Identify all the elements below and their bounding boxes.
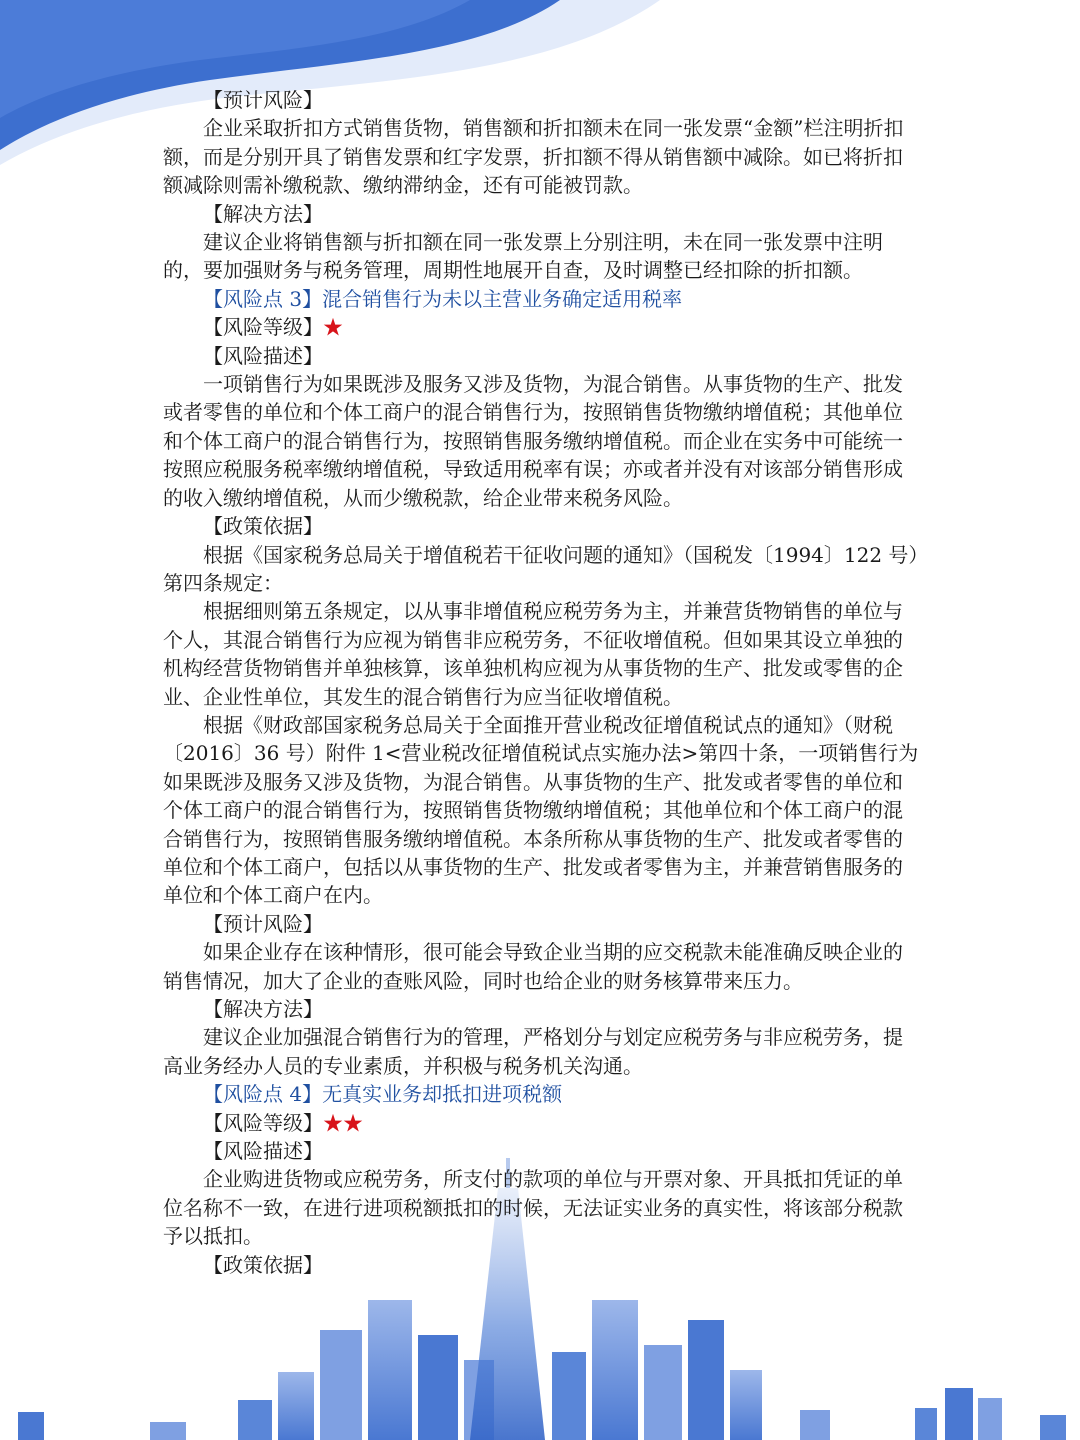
- risk-level-stars: ★: [323, 315, 343, 340]
- policy-basis-heading: 【政策依据】: [203, 1252, 323, 1277]
- risk-level-row: [163, 1109, 921, 1137]
- solution-heading: 【解决方法】: [203, 201, 323, 226]
- risk-point-4-title: 【风险点 4】无真实业务却抵扣进项税额: [203, 1082, 563, 1107]
- risk-level-stars: ★★: [323, 1110, 363, 1135]
- expected-risk-paragraph: 企业采取折扣方式销售货物，销售额和折扣额未在同一张发票“金额”栏注明折扣额，而是分别开具了销售发票和红字发票，折扣额不得从销售额中减除。如已将折扣额减除则需补缴税款、缴纳滞纳金，还有可能被罚款。: [163, 116, 904, 198]
- risk-description-heading: 【风险描述】: [203, 1139, 323, 1164]
- policy-basis-heading: 【政策依据】: [203, 514, 323, 539]
- document-body: [163, 86, 921, 1279]
- risk-level-label: 【风险等级】: [203, 315, 323, 340]
- policy-paragraph: 根据《财政部国家税务总局关于全面推开营业税改征增值税试点的通知》（财税〔2016〕36 号）附件 1<营业税改征增值税试点实施办法>第四十条，一项销售行为如果既涉及服务又涉及货物，为混合销售。从事货物的生产、批发或者零售的单位和个体工商户的混合销售行为，按照销售货物缴纳增值税；其他单位和个体工商户的混合销售行为，按照销售服务缴纳增值税。本条所称从事货物的生产、批发或者零售的单位和个体工商户，包括以从事货物的生产、批发或者零售为主，并兼营销售服务的单位和个体工商户在内。: [163, 712, 919, 908]
- expected-risk-paragraph: 如果企业存在该种情形，很可能会导致企业当期的应交税款未能准确反映企业的销售情况，加大了企业的查账风险，同时也给企业的财务核算带来压力。: [163, 940, 903, 993]
- expected-risk-heading: 【预计风险】: [203, 88, 323, 112]
- policy-paragraph: 根据《国家税务总局关于增值税若干征收问题的通知》（国税发〔1994〕122 号）第四条规定：: [163, 542, 919, 595]
- risk-level-label: 【风险等级】: [203, 1110, 323, 1135]
- solution-paragraph: 建议企业将销售额与折扣额在同一张发票上分别注明，未在同一张发票中注明的，要加强财务与税务管理，周期性地展开自查，及时调整已经扣除的折扣额。: [163, 230, 883, 283]
- solution-heading: 【解决方法】: [203, 997, 323, 1021]
- risk-level-row: [163, 313, 921, 341]
- risk-description-paragraph: 一项销售行为如果既涉及服务又涉及货物，为混合销售。从事货物的生产、批发或者零售的单位和个体工商户的混合销售行为，按照销售货物缴纳增值税；其他单位和个体工商户的混合销售行为，按照销售服务缴纳增值税。而企业在实务中可能统一按照应税服务税率缴纳增值税，导致适用税率有误；亦或者并没有对该部分销售形成的收入缴纳增值税，从而少缴税款，给企业带来税务风险。: [163, 372, 903, 510]
- risk-point-3-title: 【风险点 3】混合销售行为未以主营业务确定适用税率: [203, 286, 683, 311]
- solution-paragraph: 建议企业加强混合销售行为的管理，严格划分与划定应税劳务与非应税劳务，提高业务经办人员的专业素质，并积极与税务机关沟通。: [163, 1025, 903, 1078]
- risk-description-paragraph: 企业购进货物或应税劳务，所支付的款项的单位与开票对象、开具抵扣凭证的单位名称不一致，在进行进项税额抵扣的时候，无法证实业务的真实性，将该部分税款予以抵扣。: [163, 1167, 903, 1249]
- policy-paragraph: 根据细则第五条规定，以从事非增值税应税劳务为主，并兼营货物销售的单位与个人，其混合销售行为应视为销售非应税劳务，不征收增值税。但如果其设立单独的机构经营货物销售并单独核算，该单独机构应视为从事货物的生产、批发或零售的企业、企业性单位，其发生的混合销售行为应当征收增值税。: [163, 599, 903, 709]
- expected-risk-heading: 【预计风险】: [203, 911, 323, 936]
- risk-description-heading: 【风险描述】: [203, 343, 323, 368]
